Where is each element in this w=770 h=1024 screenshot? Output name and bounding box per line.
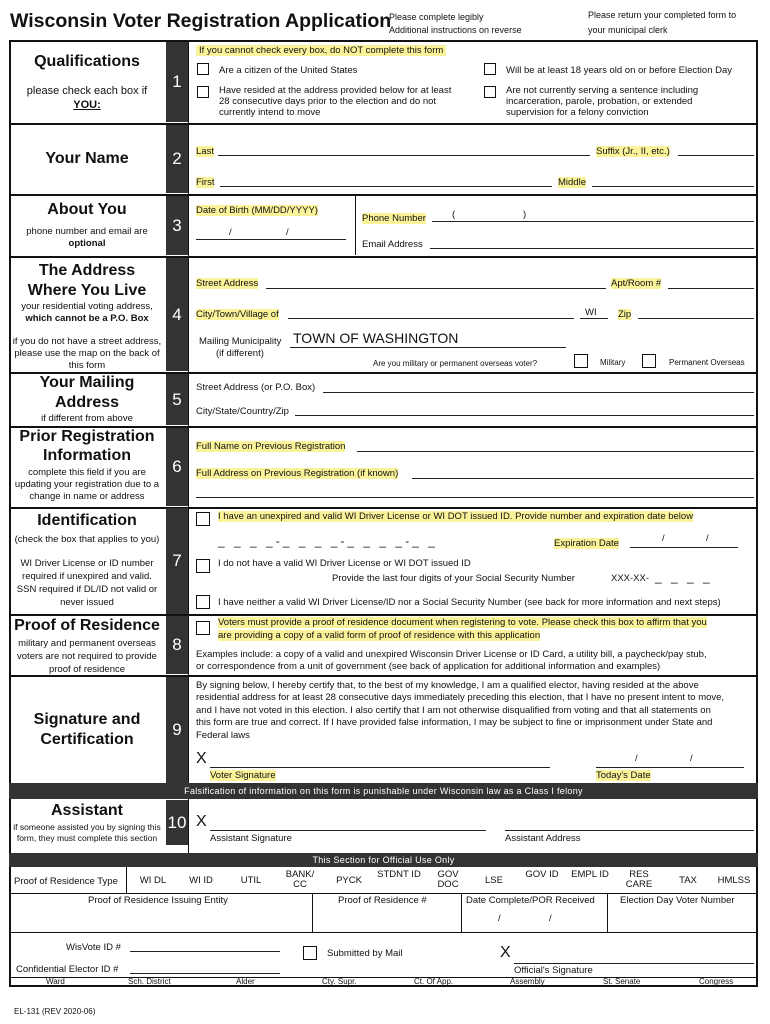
confidential-label: Confidential Elector ID # [16, 964, 119, 975]
mailing-sub: if different from above [41, 413, 133, 424]
district-ct-app: Ct. Of App. [414, 977, 454, 986]
identification-sub-3: SSN required if DL/ID not valid or [16, 584, 158, 595]
assistant-x: X [196, 813, 207, 830]
issuing-entity-label: Proof of Residence Issuing Entity [88, 895, 228, 906]
section-number-9: 9 [166, 677, 188, 783]
last-name-label: Last [196, 146, 214, 157]
ssn-prefix: XXX-XX- [611, 573, 650, 584]
district-congress: Congress [699, 977, 734, 986]
district-school: Sch. District [128, 977, 171, 986]
district-ward: Ward [46, 977, 65, 986]
wisvote-field[interactable] [130, 951, 280, 952]
qualifications-you: YOU: [73, 99, 101, 111]
divider [9, 194, 758, 196]
identification-sub-0: (check the box that applies to you) [14, 534, 160, 545]
phone-label: Phone Number [362, 213, 426, 224]
identification-sub-2: required if unexpired and valid. [22, 571, 152, 582]
apt-field[interactable] [668, 288, 754, 289]
divider [9, 675, 758, 677]
assistant-sub-1: if someone assisted you by signing this [13, 822, 161, 832]
identification-title: Identification [37, 512, 137, 529]
exp-slash-1: / [662, 533, 665, 544]
felony-label-1: Are not currently serving a sentence including [506, 85, 699, 96]
email-field[interactable] [430, 248, 754, 249]
divider [9, 977, 758, 978]
prior-sub-1: complete this field if you are [28, 467, 146, 478]
address-sub-3: if you do not have a street address, [12, 336, 162, 347]
por-hmlss[interactable]: HMLSS [717, 875, 751, 886]
por-util[interactable]: UTIL [240, 875, 262, 886]
form-number: EL-131 (REV 2020-06) [14, 1007, 96, 1016]
qualifications-sub: please check each box if [26, 85, 148, 97]
today-date-field[interactable] [596, 767, 744, 768]
por-res-care[interactable]: RES CARE [625, 869, 653, 890]
expiration-label: Expiration Date [554, 538, 619, 549]
date-divider [607, 893, 608, 932]
about-you-sub-1: phone number and email are [26, 226, 148, 237]
assistant-signature-label: Assistant Signature [210, 833, 292, 844]
section-number-6: 6 [166, 428, 188, 506]
cert-line-5: Federal laws [196, 730, 250, 741]
no-dl-label: I do not have a valid WI Driver License or WI DOT issued ID [218, 558, 471, 569]
cert-line-3: and I have not voted in this election. I also certify that I am not otherwise disqualified from voting and that all statements on [196, 705, 711, 716]
email-label: Email Address [362, 239, 423, 250]
prior-sub-2: updating your registration due to a [14, 479, 160, 490]
mailing-muni-value[interactable]: TOWN OF WASHINGTON [293, 330, 459, 346]
date-slash-2: / [690, 753, 693, 764]
residency-label-3: currently intend to move [219, 107, 321, 118]
no-dl-checkbox[interactable] [196, 559, 210, 573]
official-signature-label: Official's Signature [514, 965, 593, 976]
prior-sub-3: change in name or address [29, 491, 145, 502]
prev-name-field[interactable] [357, 451, 754, 452]
official-x: X [500, 944, 511, 961]
zip-label: Zip [618, 309, 632, 320]
por-bank[interactable]: BANK/ CC [285, 869, 315, 890]
mail-city-field[interactable] [295, 415, 754, 416]
last-name-field[interactable] [218, 155, 590, 156]
about-you-title: About You [47, 201, 127, 218]
neither-checkbox[interactable] [196, 595, 210, 609]
por-wi-dl[interactable]: WI DL [139, 875, 167, 886]
date-complete-label: Date Complete/POR Received [466, 895, 595, 906]
por-tax[interactable]: TAX [679, 875, 697, 886]
assistant-signature-field[interactable] [210, 830, 486, 831]
assistant-address-field[interactable] [505, 830, 754, 831]
divider [9, 893, 758, 894]
section-number-4: 4 [166, 258, 188, 371]
section-number-5: 5 [166, 374, 188, 425]
dob-divider [355, 196, 356, 255]
middle-name-field[interactable] [592, 186, 754, 187]
por-type-divider [126, 867, 127, 893]
identification-sub-4: never issued [60, 597, 114, 608]
district-alder: Alder [236, 977, 255, 986]
qualifications-title: Qualifications [34, 53, 140, 70]
cert-line-1: By signing below, I hereby certify that, to the best of my knowledge, I am a qualified elector, having resided at the above [196, 680, 699, 691]
has-dl-label: I have an unexpired and valid WI Driver License or WI DOT issued ID. Provide number and expiration date below [218, 511, 694, 522]
district-cty-supr: Cty. Supr. [322, 977, 357, 986]
return-note-1: Please return your completed form to [588, 10, 737, 20]
signature-x: X [196, 750, 207, 767]
city-field[interactable] [288, 318, 574, 319]
felony-checkbox[interactable] [484, 86, 496, 98]
residency-checkbox[interactable] [197, 86, 209, 98]
por-type-label: Proof of Residence Type [14, 876, 118, 887]
military-checkbox[interactable] [574, 354, 588, 368]
assistant-address-label: Assistant Address [505, 833, 581, 844]
mailing-muni-label-1: Mailing Municipality [199, 336, 282, 347]
por-num-divider [461, 893, 462, 932]
signature-title-1: Signature and [33, 711, 141, 728]
cert-line-4: this form are true and correct. If I have provided false information, I may be subject to fine or imprisonment under State and [196, 717, 713, 728]
section-number-8: 8 [166, 616, 188, 674]
overseas-label: Permanent Overseas [669, 358, 745, 367]
por-wi-id[interactable]: WI ID [189, 875, 213, 886]
section-number-1: 1 [166, 42, 188, 122]
age-label: Will be at least 18 years old on or before Election Day [506, 65, 733, 76]
overseas-checkbox[interactable] [642, 354, 656, 368]
address-title-1: The Address [38, 262, 136, 279]
dl-number-field[interactable]: _ _ _ _-_ _ _ _-_ _ _ _-_ _ [218, 534, 438, 548]
section-number-10: 10 [166, 800, 188, 845]
age-checkbox[interactable] [484, 63, 496, 75]
district-assembly: Assembly [510, 977, 545, 986]
proof-examples-2: or correspondence from a unit of government (see back of application for additional information and examples) [196, 661, 661, 672]
divider [9, 123, 758, 125]
prev-address-label: Full Address on Previous Registration (if known) [196, 468, 399, 479]
prior-title-1: Prior Registration [19, 428, 155, 445]
por-pyck[interactable]: PYCK [336, 875, 362, 886]
residency-label-2: 28 consecutive days prior to the election and do not [219, 96, 437, 107]
state-label: WI [585, 307, 597, 318]
felony-label-3: supervision for a felony conviction [506, 107, 649, 118]
felony-warning: Falsification of information on this form is punishable under Wisconsin law as a Class I felony [184, 786, 583, 796]
assistant-title: Assistant [50, 802, 124, 819]
dob-label: Date of Birth (MM/DD/YYYY) [196, 205, 318, 216]
wisvote-label: WisVote ID # [66, 942, 121, 953]
identification-sub-1: WI Driver License or ID number [20, 558, 154, 569]
proof-sub-1: military and permanent overseas [18, 638, 156, 649]
official-signature-field[interactable] [514, 963, 754, 964]
citizen-label: Are a citizen of the United States [219, 65, 358, 76]
proof-examples-1: Examples include: a copy of a valid and unexpired Wisconsin Driver License or ID Card, a utility bill, a paycheck/pay stub, [196, 649, 707, 660]
address-sub-2: which cannot be a P.O. Box [25, 313, 149, 324]
prev-address-field[interactable] [412, 478, 754, 479]
proof-note-2: are providing a copy of a valid form of proof of residence with this application [218, 630, 541, 641]
mailed-label: Submitted by Mail [327, 948, 403, 959]
signature-title-2: Certification [40, 731, 134, 748]
por-lse[interactable]: LSE [485, 875, 503, 886]
mail-street-label: Street Address (or P.O. Box) [196, 382, 316, 393]
issuer-divider [312, 893, 313, 932]
name-title: Your Name [45, 150, 129, 167]
ssn-field[interactable]: _ _ _ _ [655, 570, 713, 584]
exp-slash-2: / [706, 533, 709, 544]
proof-sub-2: voters are not required to provide [17, 651, 157, 662]
divider [9, 256, 758, 258]
section-number-2: 2 [166, 125, 188, 193]
dob-field[interactable] [196, 239, 346, 240]
proof-note-1: Voters must provide a proof of residence document when registering to vote. Please check this box to affirm that you [218, 617, 707, 628]
address-sub-4: please use the map on the back of [14, 348, 160, 359]
por-empl-id[interactable]: EMPL ID [571, 869, 609, 880]
address-sub-5: this form [68, 360, 106, 371]
military-question: Are you military or permanent overseas voter? [373, 359, 538, 368]
proof-title: Proof of Residence [14, 617, 160, 634]
military-label: Military [600, 358, 626, 367]
zip-field[interactable] [638, 318, 754, 319]
residency-label-1: Have resided at the address provided below for at least [219, 85, 452, 96]
cert-line-2: residential address for at least 28 consecutive days immediately preceding this election, that I have no present intent to move, [196, 692, 725, 703]
voter-signature-field[interactable] [210, 767, 550, 768]
neither-label: I have neither a valid WI Driver License/ID nor a Social Security Number (see back for more information and next steps) [218, 597, 721, 608]
proof-checkbox[interactable] [196, 621, 210, 635]
mailed-checkbox[interactable] [303, 946, 317, 960]
prev-name-label: Full Name on Previous Registration [196, 441, 346, 452]
mailing-muni-field [290, 347, 566, 348]
por-gov-id[interactable]: GOV ID [525, 869, 559, 880]
section-number-3: 3 [166, 196, 188, 255]
street-label: Street Address [196, 278, 259, 289]
suffix-field[interactable] [678, 155, 754, 156]
apt-label: Apt/Room # [611, 278, 662, 289]
first-name-field[interactable] [220, 186, 552, 187]
official-slash-1: / [498, 913, 501, 924]
prior-title-2: Information [43, 447, 131, 464]
mailing-title-1: Your Mailing [39, 374, 135, 391]
por-gov-doc[interactable]: GOV DOC [437, 869, 459, 890]
prev-address-field-2[interactable] [196, 497, 754, 498]
dob-slash-2: / [286, 227, 289, 238]
qualifications-banner: If you cannot check every box, do NOT complete this form [196, 45, 446, 56]
address-sub-1: your residential voting address, [21, 301, 153, 312]
felony-label-2: incarceration, parole, probation, or extended [506, 96, 693, 107]
voter-signature-label: Voter Signature [210, 770, 276, 781]
district-st-senate: St. Senate [603, 977, 641, 986]
state-underline [580, 318, 608, 319]
section-number-7: 7 [166, 508, 188, 614]
has-dl-checkbox[interactable] [196, 512, 210, 526]
ssn-label: Provide the last four digits of your Social Security Number [332, 573, 575, 584]
dob-slash-1: / [229, 227, 232, 238]
expiration-field[interactable] [630, 547, 738, 548]
mailing-muni-label-2: (if different) [216, 348, 264, 359]
phone-field[interactable] [432, 221, 754, 222]
por-stdnt-id[interactable]: STDNT ID [377, 869, 421, 880]
mail-city-label: City/State/Country/Zip [196, 406, 289, 417]
phone-paren-open: ( [452, 209, 456, 220]
city-label: City/Town/Village of [196, 309, 279, 320]
first-name-label: First [196, 177, 215, 188]
date-slash-1: / [635, 753, 638, 764]
official-banner: This Section for Official Use Only [312, 855, 455, 865]
por-number-label: Proof of Residence # [338, 895, 427, 906]
edv-label: Election Day Voter Number [620, 895, 735, 906]
form-title: Wisconsin Voter Registration Application [10, 10, 392, 32]
about-you-sub-2: optional [68, 238, 106, 249]
street-field[interactable] [266, 288, 606, 289]
phone-paren-close: ) [523, 209, 527, 220]
instructions-note: Additional instructions on reverse [389, 25, 522, 35]
today-date-label: Today's Date [596, 770, 651, 781]
divider [9, 507, 758, 509]
address-title-2: Where You Live [27, 282, 147, 299]
divider [9, 932, 758, 933]
proof-sub-3: proof of residence [48, 664, 126, 675]
legibly-note: Please complete legibly [389, 12, 484, 22]
confidential-field[interactable] [130, 973, 280, 974]
mail-street-field[interactable] [323, 392, 754, 393]
middle-name-label: Middle [558, 177, 586, 188]
citizen-checkbox[interactable] [197, 63, 209, 75]
suffix-label: Suffix (Jr., II, etc.) [596, 146, 670, 157]
label-column-divider [188, 40, 189, 853]
official-slash-2: / [549, 913, 552, 924]
assistant-sub-2: form, they must complete this section [16, 833, 158, 843]
mailing-title-2: Address [54, 394, 120, 411]
return-note-2: your municipal clerk [588, 25, 668, 35]
